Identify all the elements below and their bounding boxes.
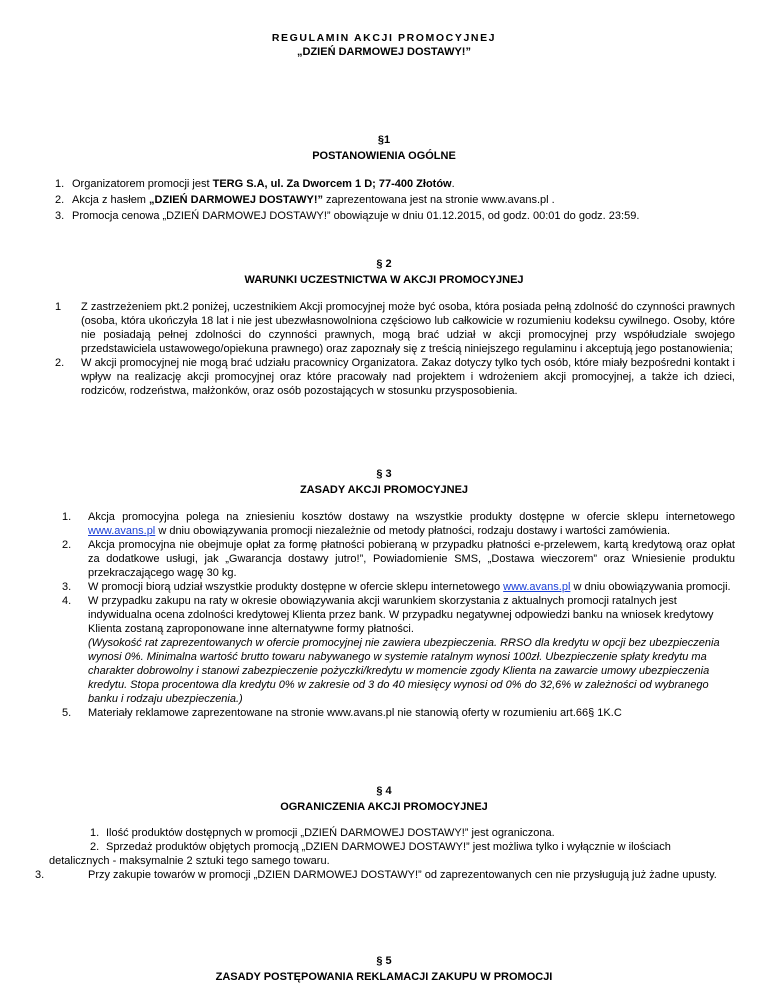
section-2-list [55,300,735,398]
list-item: 1 Z zastrzeżeniem pkt.2 poniżej, uczestnikiem Akcji promocyjnej może być osoba, która posiada pełną zdolność do czynności prawnych (osoba, która ukończyła 18 lat i nie jest ubezwłasnowolniona częściowo lub całkowicie w rozumieniu kodeksu cywilnego. Osoby, które nie posiadają pełnej zdolności do czynności prawnych, mogą brać udział w akcji promocyjnej przy współudziale swojego przedstawiciela ustawowego/opiekuna prawnego) oraz zapoznały się z treścią niniejszego regulaminu i akceptują jego postanowienia; [55,301,735,355]
list-item: 1. Ilość produktów dostępnych w promocji „DZIEŃ DARMOWEJ DOSTAWY!” jest ograniczona. [90,827,555,839]
section-1-list [55,177,735,225]
list-item: 2. Sprzedaż produktów objętych promocją „DZIEN DARMOWEJ DOSTAWY!” jest możliwa tylko i wyłącznie w ilościach [90,841,671,853]
list-item: 2. Akcja promocyjna nie obejmuje opłat za formę płatności pobieraną w przypadku płatności e-przelewem, kartą kredytową oraz opłat za dodatkowe usługi, jak „Gwarancja dostawy jutro!”, Powiadomienie SMS, „Dostawa wieczorem” oraz Wniesienie produktu przekraczającego wagę 30 kg. [62,539,735,579]
section-1-title: POSTANOWIENIA OGÓLNE [312,150,456,162]
list-item: 3. Przy zakupie towarów w promocji „DZIEN DARMOWEJ DOSTAWY!” od zaprezentowanych cen nie przysługują już żadne upusty. [35,869,717,881]
list-item: 4. W przypadku zakupu na raty w okresie obowiązywania akcji warunkiem skorzystania z aktualnych promocji ratalnych jest indywidualna ocena zdolności kredytowej Klienta przez bank. W przypadku negatywnej odpowiedzi banku na wniosek kredytowy Klienta zostaną zaproponowane inne alternatywne formy płatności. (Wysokość rat zaprezentowanych w ofercie promocyjnej nie zawiera ubezpieczenia. RRSO dla kredytu w opcji bez ubezpieczenia wynosi 0%. Minimalna wartość brutto towaru nabywanego w systemie ratalnym wynosi 100zł. Ubezpieczenie spłaty kredytu ma charakter dobrowolny i stanowi zabezpieczenie pożyczki/kredytu w momencie zgody Klienta na zawarcie umowy ubezpieczenia kredytu. Stopa procentowa dla kredytu 0% w zakresie od 3 do 40 miesięcy wynosi od 0% do 32,6% w zależności od wybranego banku i rodzaju ubezpieczenia.) [62,595,720,705]
list-item: 2. W akcji promocyjnej nie mogą brać udziału pracownicy Organizatora. Zakaz dotyczy tylko tych osób, które miały bezpośredni kontakt i wpływ na realizację akcji promocyjnej oraz które pracowały nad projektem i wdrożeniem akcji promocyjnej, a także ich dzieci, rodziców, rodzeństwa, małżonków, oraz osób pozostających w stosunku przysposobienia. [55,357,735,397]
section-3-number: § 3 [376,468,392,480]
list-item: 3. Promocja cenowa „DZIEŃ DARMOWEJ DOSTAWY!” obowiązuje w dniu 01.12.2015, od godz. 00:01 do godz. 23:59. [55,210,640,222]
list-item: 1. Organizatorem promocji jest TERG S.A, ul. Za Dworcem 1 D; 77-400 Złotów. [55,178,455,190]
section-2-title: WARUNKI UCZESTNICTWA W AKCJI PROMOCYJNEJ [244,274,524,286]
section-5-title: ZASADY POSTĘPOWANIA REKLAMACJI ZAKUPU W PROMOCJI [215,971,553,983]
list-item: 2. Akcja z hasłem „DZIEŃ DARMOWEJ DOSTAWY!” zaprezentowana jest na stronie www.avans.pl . [55,194,555,206]
section-3-list [62,510,735,720]
section-4-title: OGRANICZENIA AKCJI PROMOCYJNEJ [280,801,488,813]
section-5-number: § 5 [376,955,392,967]
section-1-number: §1 [377,134,391,146]
section-3-title: ZASADY AKCJI PROMOCYJNEJ [299,484,469,496]
section-4-list: 1. Ilość produktów dostępnych w promocji „DZIEŃ DARMOWEJ DOSTAWY!” jest ograniczona. 2. Sprzedaż produktów objętych promocją „DZIEN DARMOWEJ DOSTAWY!” jest możliwa tylko i wyłącznie w ilościach detalicznych - maksymalnie 2 sztuki tego samego towaru. 3. Przy zakupie towarów w promocji „DZIEN DARMOWEJ DOSTAWY!” od zaprezentowanych cen nie przysługują już żadne upusty. [35,826,765,882]
avans-link[interactable]: www.avans.pl [88,525,156,537]
document-subtitle: „DZIEŃ DARMOWEJ DOSTAWY!” [297,46,471,58]
section-2-number: § 2 [376,258,392,270]
avans-link[interactable]: www.avans.pl [503,581,571,593]
document-title: REGULAMIN AKCJI PROMOCYJNEJ [271,32,497,44]
list-item: 1. Akcja promocyjna polega na zniesieniu kosztów dostawy na wszystkie produkty dostępne w ofercie sklepu internetowego www.avans.pl w dniu obowiązywania promocji niezależnie od metody płatności, rodzaju dostawy i wartości zamówienia. [62,511,735,537]
section-4-number: § 4 [376,785,392,797]
list-item: 5. Materiały reklamowe zaprezentowane na stronie www.avans.pl nie stanowią oferty w rozumieniu art.66§ 1K.C [62,707,622,719]
list-item: 3. W promocji biorą udział wszystkie produkty dostępne w ofercie sklepu internetowego www.avans.pl w dniu obowiązywania promocji. [62,581,731,593]
